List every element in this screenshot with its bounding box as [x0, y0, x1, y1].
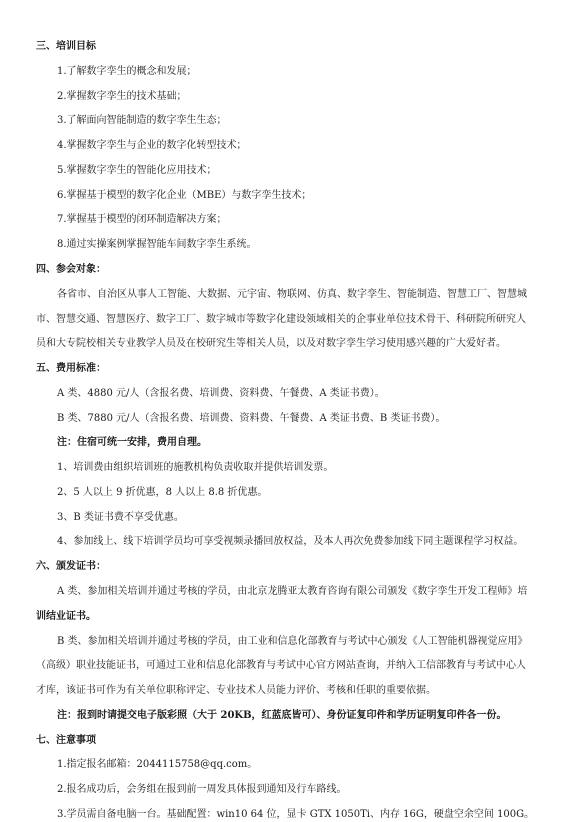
section-heading-certificates: 六、颁发证书：	[36, 561, 106, 572]
goal-item-7: 7.掌握基于模型的闭环制造解决方案；	[57, 214, 227, 225]
goal-item-5: 5.掌握数字孪生的智能化应用技术；	[57, 165, 217, 176]
section-heading-fees: 五、费用标准：	[36, 363, 106, 374]
fee-item-2: 2、5 人以上 9 折优惠，8 人以上 8.8 折优惠。	[57, 487, 268, 498]
fee-item-3: 3、B 类证书费不享受优惠。	[57, 512, 184, 523]
audience-line-3: 员和大专院校相关专业教学人员及在校研究生等相关人员，以及对数字孪生学习使用感兴趣的广大爱好者。	[36, 338, 506, 349]
notes-item-3: 3.学员需自备电脑一台。基础配置：win10 64 位，显卡 GTX 1050Ti、内存 16G，硬盘空余空间 100G。	[57, 809, 535, 820]
cert-note: 注：报到时请提交电子版彩照（大于 20KB，红蓝底皆可）、身份证复印件和学历证明复印件各一份。	[57, 710, 507, 721]
section-heading-training-goals: 三、培训目标	[36, 41, 96, 52]
goal-item-6: 6.掌握基于模型的数字化企业（MBE）与数字孪生技术；	[57, 190, 312, 201]
goal-item-4: 4.掌握数字孪生与企业的数字化转型技术；	[57, 140, 247, 151]
fee-item-1: 1、培训费由组织培训班的施教机构负责收取并提供培训发票。	[57, 462, 334, 473]
cert-b-line-3: 才库，该证书可作为有关单位职称评定、专业技术人员能力评价、考核和任职的重要依据。	[36, 685, 436, 696]
section-heading-audience: 四、参会对象：	[36, 264, 106, 275]
notes-item-2: 2.报名成功后，会务组在报到前一周发具体报到通知及行车路线。	[57, 784, 347, 795]
fee-item-4: 4、参加线上、线下培训学员均可享受视频录播回放权益，及本人再次免费参加线下同主题课程学习权益。	[57, 536, 524, 547]
goal-item-8: 8.通过实操案例掌握智能车间数字孪生系统。	[57, 239, 257, 250]
audience-line-2: 市、智慧交通、智慧医疗、数字工厂、数字城市等数字化建设领域相关的企事业单位技术骨干、科研院所研究人	[36, 314, 526, 325]
goal-item-3: 3.了解面向智能制造的数字孪生生态；	[57, 115, 227, 126]
fee-b-line: B 类、7880 元/人（含报名费、培训费、资料费、午餐费、A 类证书费、B 类证书费）。	[57, 413, 446, 424]
cert-a-line-2: 训结业证书。	[36, 611, 96, 622]
cert-a-line-1: A 类、参加相关培训并通过考核的学员，由北京龙腾亚太教育咨询有限公司颁发《数字孪生开发工程师》培	[57, 586, 528, 597]
fee-a-line: A 类、4880 元/人（含报名费、培训费、资料费、午餐费、A 类证书费）。	[57, 388, 385, 399]
fee-note: 注：住宿可统一安排，费用自理。	[57, 437, 207, 448]
audience-line-1: 各省市、自治区从事人工智能、大数据、元宇宙、物联网、仿真、数字孪生、智能制造、智慧工厂、智慧城	[57, 289, 527, 300]
cert-b-line-2: （高级）职业技能证书，可通过工业和信息化部教育与考试中心官方网站查询，并纳入工信部教育与考试中心人	[36, 660, 526, 671]
cert-b-line-1: B 类、参加相关培训并通过考核的学员，由工业和信息化部教育与考试中心颁发《人工智能机器视觉应用》	[57, 636, 528, 647]
goal-item-2: 2.掌握数字孪生的技术基础；	[57, 91, 187, 102]
goal-item-1: 1.了解数字孪生的概念和发展；	[57, 66, 197, 77]
section-heading-notes: 七、注意事项	[36, 735, 96, 746]
notes-item-1: 1.指定报名邮箱：2044115758@qq.com。	[57, 759, 258, 770]
